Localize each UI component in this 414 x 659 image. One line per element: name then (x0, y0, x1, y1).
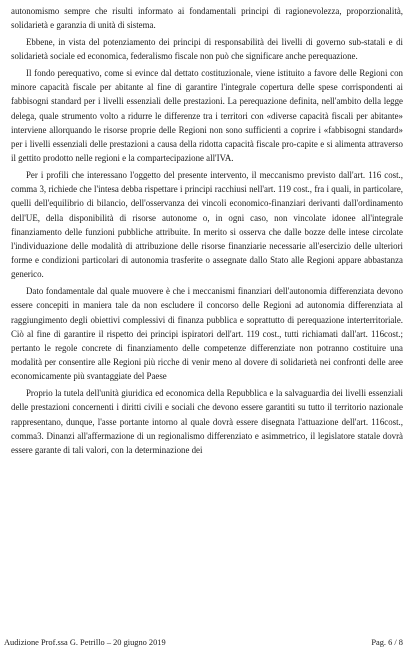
footer-author-date: Audizione Prof.ssa G. Petrillo – 20 giugno 2019 (4, 638, 166, 647)
paragraph-1: autonomismo sempre che risulti informato ai fondamentali principi di ragionevolezza, proporzionalità, solidarietà e garanzia di unità di sistema. (11, 6, 403, 31)
paragraph-2: Ebbene, in vista del potenziamento dei principi di responsabilità dei livelli di governo sub-statali e di solidarietà sociale ed economica, federalismo fiscale non può che significare anche perequazione. (11, 37, 403, 62)
paragraph-3: Il fondo perequativo, come si evince dal dettato costituzionale, viene istituito a favore delle Regioni con minore capacità fiscale per abitante al fine di garantire l'integrale copertura delle spese corrispondenti ai fabbisogni standard per i livelli essenziali delle prestazioni. La perequazione definita, nell'ambito della legge delega, quale strumento volto a ridurre le differenze tra i territori con «diverse capacità fiscali per abitante» interviene allorquando le risorse proprie delle Regioni non sono sufficienti a coprire i «fabbisogni standard» per i livelli essenziali delle prestazioni a causa della ridotta capacità fiscale pro-capite e si alimenta attraverso il gettito prodotto nelle regioni e la compartecipazione all'IVA. (11, 68, 403, 164)
body-text (11, 4, 403, 460)
paragraph-6: Proprio la tutela dell'unità giuridica ed economica della Repubblica e la salvaguardia dei livelli essenziali delle prestazioni concernenti i diritti civili e sociali che devono essere garantiti su tutto il territorio nazionale rappresentano, dunque, l'asse portante intorno al quale dovrà essere disegnata l'attuazione dell'art. 116cost., comma3. Dinanzi all'affermazione di un regionalismo differenziato e asimmetrico, il legislatore statale dovrà essere garante di tali valori, con la determinazione dei (11, 388, 403, 456)
page-number: Pag. 6 / 8 (371, 638, 403, 647)
paragraph-5: Dato fondamentale dal quale muovere è che i meccanismi finanziari dell'autonomia differenziata devono essere concepiti in maniera tale da non escludere il concorso delle Regioni ad autonomia differenziata al raggiungimento degli obiettivi complessivi di finanza pubblica e soprattutto di perequazione interterritoriale. Ciò al fine di garantire il rispetto dei principi ispiratori dell'art. 119 cost., tutti richiamati dall'art. 116cost.; pertanto le regole concrete di finanziamento delle competenze differenziate non potranno costituire una modalità per consentire alle Regioni più ricche di venir meno al dovere di solidarietà nei confronti delle aree economicamente più svantaggiate del Paese (11, 286, 403, 382)
paragraph-4: Per i profili che interessano l'oggetto del presente intervento, il meccanismo previsto dall'art. 116 cost., comma 3, richiede che l'intesa debba rispettare i principi racchiusi nell'art. 119 cost., fra i quali, in particolare, quelli dell'equilibrio di bilancio, dell'osservanza dei vincoli economico-finanziari derivanti dall'ordinamento dell'UE, della disponibilità di risorse autonome o, in ogni caso, non vincolate idonee all'integrale finanziamento delle funzioni pubbliche attribuite. In merito si osserva che dalle bozze delle intese circolate l'individuazione delle modalità di attribuzione delle risorse finanziarie necessarie all'esercizio delle ulteriori forme e condizioni particolari di autonomia trasferite o assegnate dallo Stato alle Regioni appare abbastanza generico. (11, 170, 403, 280)
page-footer (4, 638, 403, 647)
